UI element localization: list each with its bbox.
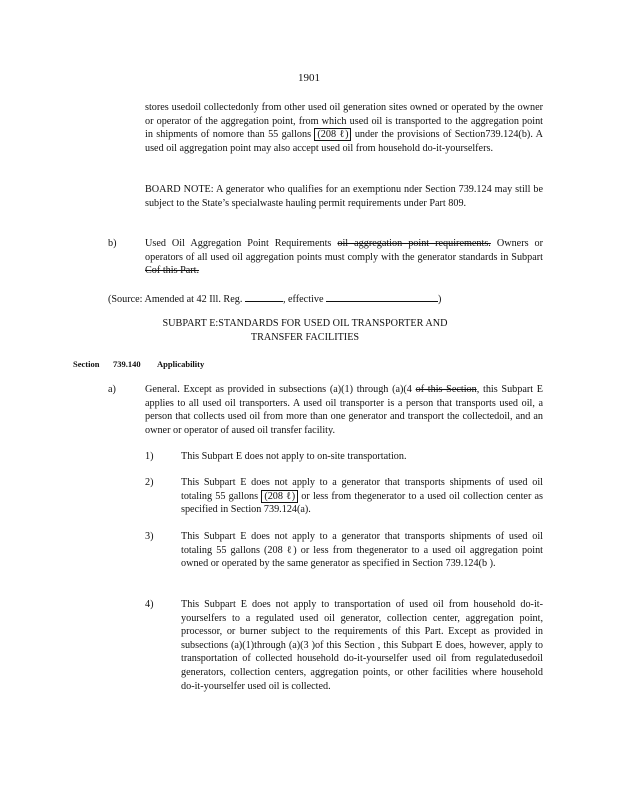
item-b-struck-part: of this Part. — [151, 265, 200, 277]
source-note — [108, 291, 548, 307]
register-page-blank — [245, 291, 283, 302]
board-note: BOARD NOTE: A generator who qualifies for an exemptionu nder Section 739.124 may still be subject to the State’s specialwaste hauling permit requirements under Part 809. — [145, 184, 543, 209]
subitem-2-text-post: or less from thegenerator to a used oil collection center as specified in Section 739.124(a). — [181, 490, 544, 516]
subpart-heading — [115, 317, 495, 344]
section-title: Applicability — [157, 359, 205, 369]
item-b-struck-text: oil aggregation point requirements. — [337, 238, 491, 249]
source-effective: , effective — [282, 294, 324, 305]
subitem-4-text: This Subpart E does not apply to transportation of used oil from household do-it-yourselfers to a regulated used oil generator, collection center, aggregation point, processor, or burner subject to the requirements of this Part. Except as provided in subsections (a)(1)through (a)(3 )of this Section , this Subpart E does, however, apply to transportation of collected household do-it-yourselfer used oil from regulatedusedoil generators, collection centers, aggregation points, or other facilities where household do-it-yourselfer used oil is collected. — [181, 599, 543, 692]
item-b-marker: b) — [108, 238, 117, 249]
item-b-text: Owners or operators of all used oil aggregation points must comply with the generator standards in Subpart — [145, 238, 544, 263]
item-a-paragraph — [145, 383, 543, 437]
item-a-struck-text: of this Section — [415, 384, 477, 395]
section-number: 739.140 — [113, 359, 141, 369]
continuation-paragraph — [145, 101, 543, 155]
subitem-2-text-pre: This Subpart E does not apply to a generator that transports shipments of used oil totaling 55 gallons — [181, 477, 543, 502]
item-a-marker: a) — [108, 384, 116, 395]
subitem-2-paragraph — [181, 476, 543, 517]
subitem-3-marker: 3) — [145, 531, 154, 542]
subitem-1-text: This Subpart E does not apply to on-site transportation. — [181, 451, 407, 462]
page-number: 1901 — [298, 72, 320, 84]
metric-insert: (208 ℓ) — [314, 128, 351, 141]
item-b-title: Used Oil Aggregation Point Requirements — [145, 238, 332, 249]
item-b-paragraph — [145, 237, 543, 278]
source-close: ) — [438, 294, 442, 305]
subitem-2-marker: 2) — [145, 477, 154, 488]
subpart-heading-line2: TRANSFER FACILITIES — [250, 331, 360, 343]
item-b-letter: C — [145, 265, 152, 277]
item-a-text-post: , this Subpart E applies to all used oil transporters. A used oil transporter is a person that transports used oil, a person that collects used oil from more than one generator and transport the collectedoil, and an owner or operator of aused oil transfer facility. — [145, 384, 544, 436]
subitem-3-text: This Subpart E does not apply to a generator that transports shipments of used oil totaling 55 gallons (208 ℓ) or less from thegenerator to a used oil aggregation point owned or operated by the same generator as specified in Section 739.124(b ). — [181, 531, 543, 570]
subitem-4-marker: 4) — [145, 599, 154, 610]
item-a-text-pre: General. Except as provided in subsections (a)(1) through (a)(4 — [145, 384, 412, 395]
subitem-1-marker: 1) — [145, 451, 154, 462]
effective-date-blank — [326, 291, 438, 302]
source-label: (Source: Amended at 42 Ill. Reg. — [108, 294, 243, 305]
metric-insert: (208 ℓ) — [261, 490, 298, 503]
continuation-text-pre: stores usedoil collectedonly from other used oil generation sites owned or operated by the owner or operator of the aggregation point, from which used oil is transported to the aggregation point in shipments of nomore than 55 gallons — [145, 102, 543, 141]
continuation-text-post: under the provisions of Section739.124(b). A used oil aggregation point may also accept used oil from household do-it-yourselfers. — [145, 129, 543, 154]
section-label: Section — [73, 359, 100, 369]
subpart-heading-line1: SUBPART E:STANDARDS FOR USED OIL TRANSPORTER AND — [162, 318, 448, 329]
